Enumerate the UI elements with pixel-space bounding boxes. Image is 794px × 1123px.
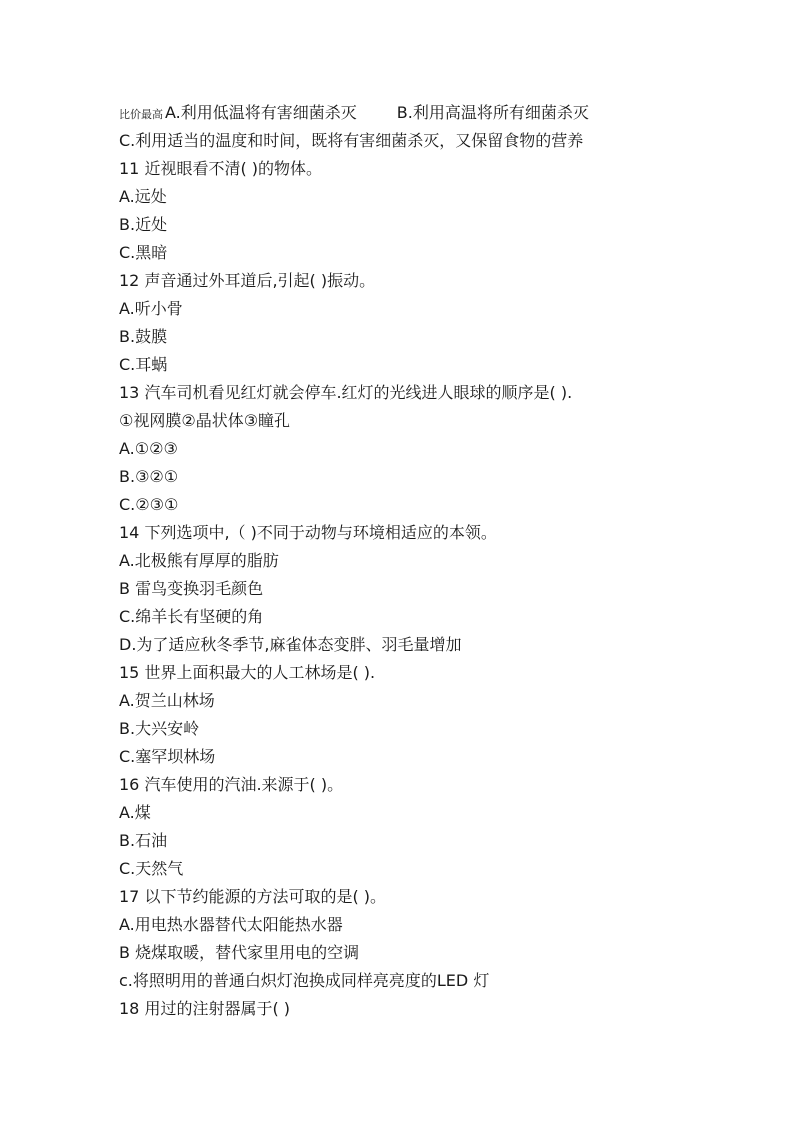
question-11: 11 近视眼看不清( )的物体。 [119, 159, 323, 178]
option-line: B.石油 [119, 831, 168, 850]
option-line: B 烧煤取暖，替代家里用电的空调 [119, 943, 360, 962]
option-line: C.天然气 [119, 859, 184, 878]
text-line: C.利用适当的温度和时间，既将有害细菌杀灭，又保留食物的营养 [119, 131, 584, 150]
option-line: c.将照明用的普通白炽灯泡换成同样亮亮度的LED 灯 [119, 971, 490, 990]
question-12: 12 声音通过外耳道后,引起( )振动。 [119, 271, 376, 290]
question-content [119, 99, 679, 1023]
option-line: A.煤 [119, 803, 151, 822]
option-line: C.绵羊长有坚硬的角 [119, 607, 264, 626]
option-line-1 [119, 99, 679, 127]
option-line: B.鼓膜 [119, 327, 168, 346]
option-line: B 雷鸟变换羽毛颜色 [119, 579, 264, 598]
question-15: 15 世界上面积最大的人工林场是( ). [119, 663, 376, 682]
option-line: A.听小骨 [119, 299, 183, 318]
option-a-text: A.利用低温将有害细菌杀灭 [165, 103, 357, 122]
option-line: A.①②③ [119, 439, 178, 458]
question-18: 18 用过的注射器属于( ) [119, 999, 291, 1018]
text-line: ①视网膜②晶状体③瞳孔 [119, 411, 291, 430]
question-13: 13 汽车司机看见红灯就会停车.红灯的光线进人眼球的顺序是( ). [119, 383, 573, 402]
option-line: C.黑暗 [119, 243, 168, 262]
option-line: A.贺兰山林场 [119, 691, 215, 710]
option-line: D.为了适应秋冬季节,麻雀体态变胖、羽毛量增加 [119, 635, 462, 654]
option-line: A.用电热水器替代太阳能热水器 [119, 915, 343, 934]
option-line: B.③②① [119, 467, 179, 486]
watermark-prefix: 比价最高 [119, 108, 163, 121]
question-16: 16 汽车使用的汽油.来源于( )。 [119, 775, 344, 794]
option-line: A.远处 [119, 187, 167, 206]
question-14: 14 下列选项中,（ )不同于动物与环境相适应的本领。 [119, 523, 497, 542]
option-b-text: B.利用高温将所有细菌杀灭 [396, 103, 589, 122]
option-line: B.大兴安岭 [119, 719, 200, 738]
option-line: A.北极熊有厚厚的脂肪 [119, 551, 279, 570]
question-17: 17 以下节约能源的方法可取的是( )。 [119, 887, 387, 906]
option-line: C.耳蜗 [119, 355, 168, 374]
option-line: C.塞罕坝林场 [119, 747, 216, 766]
option-line: B.近处 [119, 215, 168, 234]
option-line: C.②③① [119, 495, 179, 514]
